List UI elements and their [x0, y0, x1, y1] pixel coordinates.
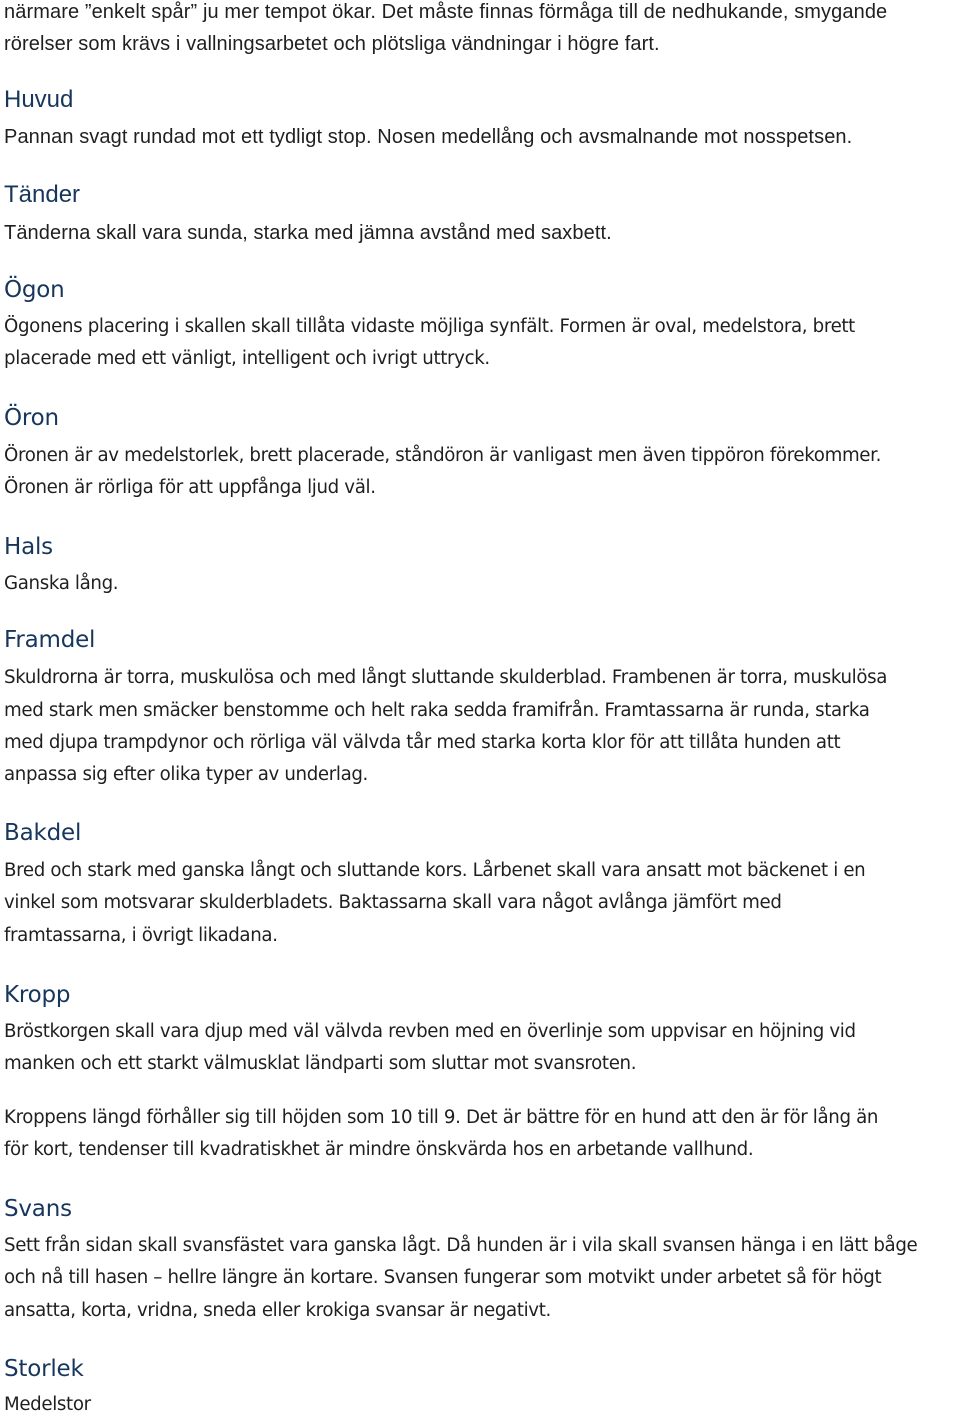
kropp-p1-line-2: manken och ett starkt välmusklat ländparti som sluttar mot svansroten. [4, 1053, 637, 1074]
intro-line-1: närmare ”enkelt spår” ju mer tempot ökar. Det måste finnas förmåga till de nedhukande, smygande [4, 1, 888, 23]
oron-line-1: Öronen är av medelstorlek, brett placerade, ståndöron är vanligast men även tippöron förekommer. [4, 445, 882, 466]
framdel-line-3: med djupa trampdynor och rörliga väl välvda tår med starka korta klor för att tillåta hunden att [4, 732, 841, 753]
svans-line-1: Sett från sidan skall svansfästet vara ganska lågt. Då hunden är i vila skall svansen hänga i en lätt båge [4, 1235, 918, 1256]
heading-svans: Svans [4, 1196, 72, 1222]
heading-huvud: Huvud [4, 86, 74, 113]
bakdel-line-2: vinkel som motsvarar skulderbladets. Baktassarna skall vara något avlånga jämfört med [4, 892, 782, 913]
kropp-p1-line-1: Bröstkorgen skall vara djup med väl välvda revben med en överlinje som uppvisar en höjning vid [4, 1021, 856, 1042]
bakdel-line-1: Bred och stark med ganska långt och sluttande kors. Lårbenet skall vara ansatt mot bäckenet i en [4, 860, 866, 881]
svans-line-2: och nå till hasen – hellre längre än kortare. Svansen fungerar som motvikt under arbetet så för högt [4, 1267, 882, 1288]
storlek-line-1: Medelstor [4, 1394, 91, 1415]
framdel-line-2: med stark men smäcker benstomme och helt raka sedda framifrån. Framtassarna är runda, starka [4, 700, 870, 721]
framdel-line-1: Skuldrorna är torra, muskulösa och med långt sluttande skulderblad. Frambenen är torra, muskulösa [4, 667, 888, 688]
framdel-line-4: anpassa sig efter olika typer av underlag. [4, 764, 368, 785]
huvud-line-1: Pannan svagt rundad mot ett tydligt stop. Nosen medellång och avsmalnande mot nosspetsen. [4, 126, 853, 148]
heading-oron: Öron [4, 405, 59, 431]
heading-kropp: Kropp [4, 982, 71, 1008]
heading-storlek: Storlek [4, 1356, 84, 1382]
kropp-p2-line-2: för kort, tendenser till kvadratiskhet är mindre önskvärda hos en arbetande vallhund. [4, 1139, 754, 1160]
svans-line-3: ansatta, korta, vridna, sneda eller krokiga svansar är negativt. [4, 1300, 551, 1321]
oron-line-2: Öronen är rörliga för att uppfånga ljud väl. [4, 477, 376, 498]
ogon-line-2: placerade med ett vänligt, intelligent och ivrigt uttryck. [4, 348, 490, 369]
bakdel-line-3: framtassarna, i övrigt likadana. [4, 925, 278, 946]
intro-line-2: rörelser som krävs i vallningsarbetet och plötsliga vändningar i högre fart. [4, 33, 660, 55]
heading-framdel: Framdel [4, 627, 96, 653]
heading-hals: Hals [4, 534, 53, 560]
hals-line-1: Ganska lång. [4, 573, 119, 594]
ogon-line-1: Ögonens placering i skallen skall tillåta vidaste möjliga synfält. Formen är oval, medelstora, brett [4, 316, 855, 337]
heading-ogon: Ögon [4, 277, 65, 303]
kropp-p2-line-1: Kroppens längd förhåller sig till höjden som 10 till 9. Det är bättre för en hund att den är för lång än [4, 1107, 879, 1128]
tander-line-1: Tänderna skall vara sunda, starka med jämna avstånd med saxbett. [4, 222, 612, 244]
heading-tander: Tänder [4, 181, 81, 208]
heading-bakdel: Bakdel [4, 820, 82, 846]
